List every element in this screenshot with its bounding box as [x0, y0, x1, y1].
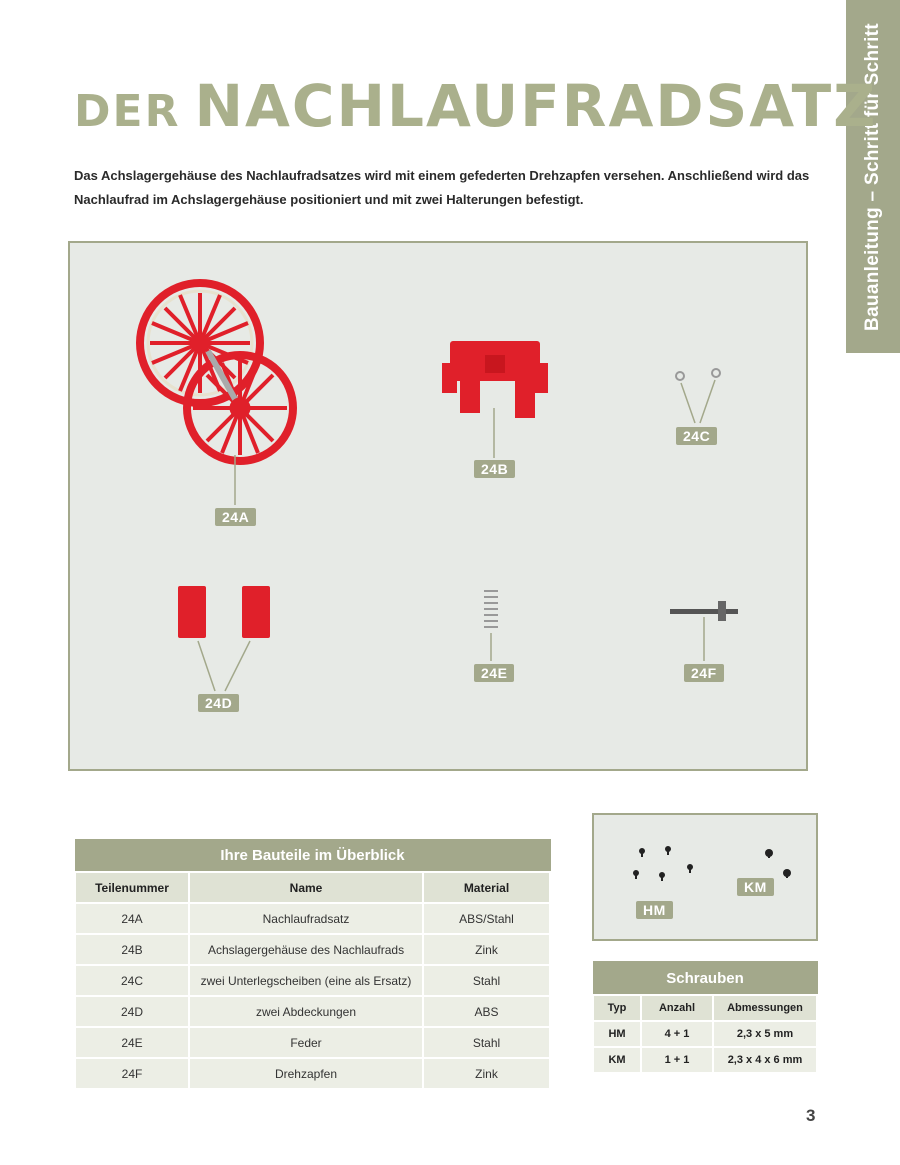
- spring-24e: [484, 591, 498, 627]
- parts-table-title: Ihre Bauteile im Überblick: [75, 840, 550, 873]
- covers-24d: [178, 586, 270, 638]
- col-header: Teilenummer: [75, 872, 189, 903]
- cell: Zink: [423, 934, 550, 965]
- cell: Achslagergehäuse des Nachlaufrads: [189, 934, 423, 965]
- cell: zwei Abdeckungen: [189, 996, 423, 1027]
- axle-housing-24b: [442, 341, 548, 418]
- label-24d: 24D: [198, 694, 239, 712]
- label-24a: 24A: [215, 508, 256, 526]
- cell: 2,3 x 5 mm: [713, 1021, 817, 1047]
- cell: Zink: [423, 1058, 550, 1089]
- wheel-set-24a: [140, 283, 293, 461]
- cell: KM: [593, 1047, 641, 1073]
- col-header: Material: [423, 872, 550, 903]
- cell: 24C: [75, 965, 189, 996]
- parts-illustration: [70, 243, 808, 771]
- title-main: NACHLAUFRADSATZ: [194, 72, 878, 140]
- cell: 24E: [75, 1027, 189, 1058]
- title-prefix: DER: [74, 86, 181, 137]
- parts-photo: [68, 241, 808, 771]
- col-header: Name: [189, 872, 423, 903]
- side-tab: [846, 0, 900, 353]
- cell: Feder: [189, 1027, 423, 1058]
- page-title: [74, 72, 877, 140]
- screws-photo: [592, 813, 818, 941]
- label-24b: 24B: [474, 460, 515, 478]
- cell: 2,3 x 4 x 6 mm: [713, 1047, 817, 1073]
- label-hm: HM: [636, 901, 673, 919]
- parts-table: [74, 839, 551, 1090]
- table-row: [593, 1021, 817, 1047]
- screws-illustration: [594, 815, 818, 941]
- cell: Stahl: [423, 965, 550, 996]
- cell: Stahl: [423, 1027, 550, 1058]
- table-row: [75, 903, 550, 934]
- cell: 1 + 1: [641, 1047, 713, 1073]
- cell: 24B: [75, 934, 189, 965]
- cell: 24A: [75, 903, 189, 934]
- col-header: Anzahl: [641, 995, 713, 1021]
- cell: 4 + 1: [641, 1021, 713, 1047]
- label-24c: 24C: [676, 427, 717, 445]
- cell: 24D: [75, 996, 189, 1027]
- screws-table: [592, 961, 818, 1074]
- cell: Nachlaufradsatz: [189, 903, 423, 934]
- table-row: [75, 1027, 550, 1058]
- intro-text: Das Achslagergehäuse des Nachlaufradsatzes wird mit einem gefederten Drehzapfen versehen. Anschließend wird das Nachlaufrad im Achslagergehäuse positioniert und mit zwei Halterungen befestigt.: [74, 168, 810, 207]
- table-row: [593, 1047, 817, 1073]
- cell: HM: [593, 1021, 641, 1047]
- cell: Drehzapfen: [189, 1058, 423, 1089]
- label-24f: 24F: [684, 664, 724, 682]
- cell: ABS/Stahl: [423, 903, 550, 934]
- page-number: 3: [806, 1106, 816, 1125]
- col-header: Typ: [593, 995, 641, 1021]
- table-row: [75, 1058, 550, 1089]
- cell: ABS: [423, 996, 550, 1027]
- table-row: [75, 996, 550, 1027]
- table-row: [75, 934, 550, 965]
- cell: 24F: [75, 1058, 189, 1089]
- label-km: KM: [737, 878, 774, 896]
- cell: zwei Unterlegscheiben (eine als Ersatz): [189, 965, 423, 996]
- col-header: Abmessungen: [713, 995, 817, 1021]
- label-24e: 24E: [474, 664, 514, 682]
- screws-table-title: Schrauben: [593, 962, 817, 996]
- side-tab-label: Bauanleitung – Schritt für Schritt: [862, 22, 883, 331]
- table-row: [75, 965, 550, 996]
